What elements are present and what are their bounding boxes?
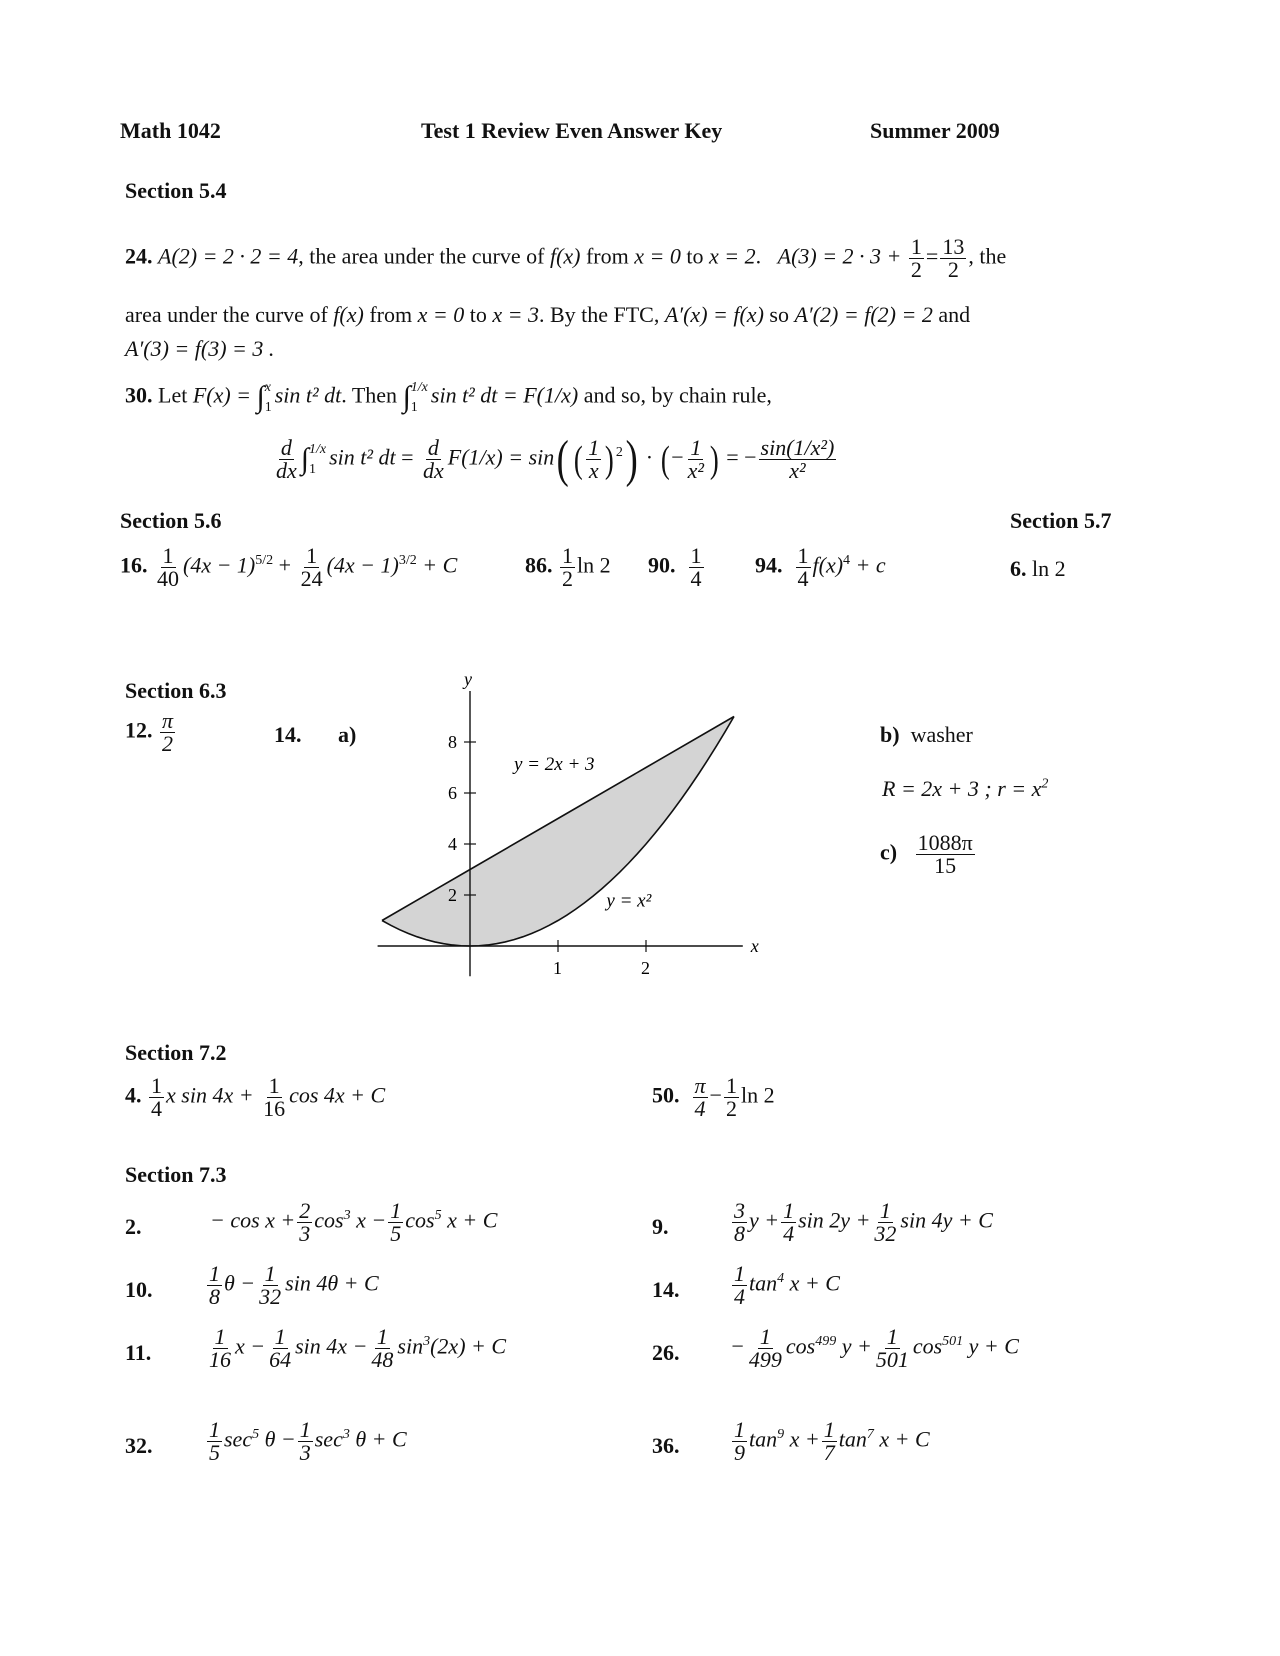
- problem-number: 9.: [652, 1214, 669, 1239]
- math: + C: [416, 552, 458, 578]
- denominator: 3: [299, 1440, 311, 1465]
- denominator: 4: [734, 1284, 745, 1309]
- math: sin t² dt: [430, 382, 498, 408]
- denominator: 8: [734, 1221, 745, 1246]
- math: R = 2x + 3 ; r = x: [882, 776, 1042, 801]
- problem-30-equation: $\frac{d}{dx}$ ∫ 1/x 1 sin t² dt = $\frac{d}{dx}$ F(1/x) = sin( ( $\frac{1}{x}$ ) $^2$) · (− $\frac{1}{\text{x²}}$ ) = − $\frac{\text{sin(1/x²)}}{\text{x²}}$: [276, 431, 835, 488]
- numerator: d: [280, 435, 292, 460]
- math: cos: [314, 1207, 344, 1233]
- problem-number: 14.: [652, 1277, 680, 1302]
- answer: washer: [910, 722, 973, 747]
- problem-number: 10.: [125, 1277, 153, 1302]
- numerator: 1: [759, 1324, 771, 1349]
- fraction: [874, 1326, 911, 1371]
- denominator: 3: [299, 1221, 311, 1246]
- problem-7-3-9: [730, 1200, 993, 1245]
- fraction: [261, 1075, 287, 1120]
- math: y +: [836, 1333, 872, 1359]
- fraction: [257, 1263, 283, 1308]
- problem-7-3-10: [205, 1263, 379, 1308]
- numerator: 1: [274, 1324, 286, 1349]
- y-tick-label: 8: [448, 732, 457, 752]
- curve-label: y = x²: [606, 890, 652, 912]
- text: . Then: [341, 382, 403, 408]
- integral-limits: [309, 440, 326, 479]
- fraction: [267, 1326, 293, 1371]
- math: A(3) = 2 · 3 +: [777, 243, 902, 269]
- denominator: 4: [690, 566, 702, 591]
- numerator: 1: [214, 1324, 226, 1349]
- region-graph: [380, 669, 810, 1030]
- math: (4x − 1): [183, 552, 256, 578]
- upper-limit: 1/x: [308, 441, 327, 457]
- denominator: 16: [263, 1096, 286, 1121]
- text: to: [464, 302, 493, 327]
- x-axis-label: x: [750, 936, 759, 956]
- math: sin 4y + C: [900, 1207, 993, 1233]
- numerator: 1: [562, 543, 573, 568]
- exponent: 7: [866, 1427, 874, 1443]
- fraction: [693, 1075, 708, 1120]
- problem-number: 36.: [652, 1433, 680, 1458]
- denominator: 48: [371, 1347, 394, 1372]
- math: sin t² dt: [274, 382, 342, 408]
- math: (4x − 1): [326, 552, 399, 578]
- math: sin 4x −: [295, 1333, 368, 1359]
- math: x = 2: [709, 243, 756, 269]
- exponent: 2: [615, 445, 623, 461]
- problem-16: [120, 545, 457, 590]
- text: , the area under the curve of: [298, 243, 550, 269]
- term: Summer 2009: [870, 118, 1000, 143]
- y-axis-label: y: [464, 669, 472, 689]
- exponent: 5: [434, 1208, 442, 1224]
- math: x + C: [784, 1270, 840, 1296]
- math: x −: [235, 1333, 266, 1359]
- math: sin 2y +: [798, 1207, 871, 1233]
- denominator: 499: [748, 1347, 782, 1372]
- exponent: 3: [342, 1427, 350, 1443]
- math: + c: [850, 552, 886, 578]
- numerator: 1: [151, 1073, 162, 1098]
- integral-limits: [411, 378, 428, 417]
- text: . By the FTC,: [538, 302, 665, 327]
- course-title: Math 1042: [120, 118, 221, 143]
- problem-number: 16.: [120, 552, 148, 578]
- text: and: [932, 302, 971, 327]
- exponent: 5: [252, 1427, 260, 1443]
- problem-number: 94.: [755, 552, 783, 578]
- denominator: 5: [390, 1221, 402, 1246]
- denominator: x: [588, 458, 599, 483]
- text: from: [363, 302, 418, 327]
- derivative-operator: [421, 437, 446, 482]
- shaded-region: [382, 717, 734, 947]
- fraction: [586, 437, 601, 482]
- part-c: [880, 832, 977, 877]
- x-tick-label: 1: [553, 958, 562, 978]
- numerator: 2: [299, 1198, 311, 1223]
- section-6-3-heading: Section 6.3: [125, 678, 227, 703]
- paren: ): [709, 438, 719, 481]
- y-tick-label: 4: [448, 834, 457, 854]
- math: A′(2) = f(2) = 2: [794, 302, 933, 327]
- fraction: [298, 1419, 313, 1464]
- paren: (: [573, 438, 583, 481]
- denominator: 64: [269, 1347, 292, 1372]
- math: ln 2: [740, 1082, 775, 1108]
- integral-sign: ∫: [300, 442, 309, 476]
- math: x sin 4x +: [166, 1082, 254, 1108]
- exponent: 3/2: [398, 553, 417, 569]
- math: sec: [224, 1426, 253, 1452]
- denominator: 2: [725, 1096, 737, 1121]
- problem-number: 12.: [125, 717, 153, 743]
- problem-7-3-26: [730, 1326, 1019, 1371]
- text: , the: [968, 243, 1007, 269]
- math: ln 2: [577, 552, 611, 578]
- text: Let: [158, 382, 193, 408]
- denominator: 16: [209, 1347, 231, 1372]
- problem-7-2-4: [125, 1075, 385, 1120]
- math: A′(x) = f(x): [664, 302, 764, 327]
- math: x = 0: [417, 302, 465, 327]
- math: F(x) =: [192, 382, 252, 408]
- math: cos: [912, 1333, 943, 1359]
- numerator: 1: [268, 1073, 280, 1098]
- numerator: 1: [299, 1417, 311, 1442]
- denominator: 4: [797, 566, 809, 591]
- problem-number: 11.: [125, 1340, 152, 1365]
- denominator: x²: [687, 458, 705, 483]
- numerator: 1: [734, 1261, 745, 1286]
- math: sin: [397, 1333, 424, 1359]
- math: x = 0: [634, 243, 681, 269]
- problem-number: 50.: [652, 1082, 680, 1108]
- paren: (: [556, 431, 570, 488]
- problem-30-line1: [125, 378, 772, 417]
- fraction: [872, 1200, 898, 1245]
- math: θ −: [259, 1426, 296, 1452]
- numerator: 1: [725, 1073, 737, 1098]
- section-7-2-heading: Section 7.2: [125, 1040, 227, 1065]
- text: .: [755, 243, 762, 269]
- document-title: Test 1 Review Even Answer Key: [421, 118, 723, 143]
- fraction: [759, 437, 837, 482]
- denominator: 2: [947, 257, 959, 282]
- y-tick-label: 2: [448, 885, 457, 905]
- denominator: 5: [209, 1440, 220, 1465]
- upper-limit: 1/x: [410, 380, 428, 395]
- section-5-4-heading: Section 5.4: [125, 178, 227, 203]
- math: f(x): [812, 552, 844, 578]
- numerator: π: [162, 708, 174, 733]
- exponent: 3: [343, 1208, 351, 1224]
- numerator: 1: [162, 543, 174, 568]
- fraction: [796, 545, 811, 590]
- denominator: 2: [562, 566, 573, 591]
- fraction: [724, 1075, 739, 1120]
- math: tan: [749, 1426, 778, 1452]
- math: θ + C: [349, 1426, 407, 1452]
- math: x + C: [873, 1426, 930, 1452]
- numerator: 1: [886, 1324, 898, 1349]
- numerator: 1: [910, 234, 922, 259]
- numerator: 1: [690, 435, 702, 460]
- exponent: 9: [777, 1427, 785, 1443]
- fraction: [732, 1200, 747, 1245]
- problem-7-3-11: [205, 1326, 506, 1371]
- fraction: [160, 710, 175, 755]
- math: sin 4θ + C: [285, 1270, 379, 1296]
- problem-24-line1: [125, 236, 1006, 281]
- problem-number: 24.: [125, 243, 153, 269]
- problem-86: [525, 545, 611, 590]
- denominator: 8: [209, 1284, 220, 1309]
- denominator: 2: [910, 257, 922, 282]
- fraction: [940, 236, 966, 281]
- problem-number: 26.: [652, 1340, 680, 1365]
- denominator: 4: [783, 1221, 795, 1246]
- fraction: [781, 1200, 796, 1245]
- problem-7-2-50: [652, 1075, 775, 1120]
- fraction: [297, 1200, 312, 1245]
- numerator: 1: [306, 543, 318, 568]
- text: = −: [726, 444, 757, 470]
- exponent: 2: [1041, 776, 1049, 792]
- numerator: π: [694, 1073, 706, 1098]
- fraction: [732, 1263, 747, 1308]
- fraction: [909, 236, 924, 281]
- numerator: 1: [734, 1417, 745, 1442]
- math: cos: [785, 1333, 816, 1359]
- math: tan: [838, 1426, 867, 1452]
- fraction: [686, 437, 706, 482]
- fraction: [689, 545, 704, 590]
- problem-number: 2.: [125, 1214, 142, 1239]
- numerator: 1: [209, 1417, 220, 1442]
- radii: [882, 776, 1048, 802]
- math: ln 2: [1032, 556, 1066, 581]
- math: cos: [405, 1207, 435, 1233]
- math: x −: [350, 1207, 387, 1233]
- denominator: x²: [789, 458, 806, 483]
- math: y + C: [963, 1333, 1019, 1359]
- numerator: 1: [690, 543, 702, 568]
- problem-number: 32.: [125, 1433, 153, 1458]
- part-label: b): [880, 722, 900, 747]
- exponent: 3: [423, 1334, 431, 1350]
- section-5-7-heading: Section 5.7: [1010, 508, 1112, 533]
- fraction: [916, 832, 975, 877]
- text: −: [671, 444, 684, 470]
- problem-90: [648, 545, 706, 590]
- math: A(2) = 2 · 2 = 4: [158, 243, 299, 269]
- denominator: 32: [874, 1221, 897, 1246]
- exponent: 4: [777, 1271, 785, 1287]
- problem-24-line3: A′(3) = f(3) = 3 .: [125, 336, 275, 361]
- text: from: [580, 243, 635, 269]
- paren: ): [625, 431, 638, 488]
- integral-sign: ∫: [256, 380, 265, 414]
- numerator: 1: [390, 1198, 402, 1223]
- lower-limit: 1: [308, 461, 316, 477]
- fraction: [822, 1419, 837, 1464]
- section-7-3-heading: Section 7.3: [125, 1162, 227, 1187]
- exponent: 501: [942, 1334, 964, 1350]
- text: and so, by chain rule,: [578, 382, 772, 408]
- math: cos 4x + C: [289, 1082, 386, 1108]
- problem-12: [125, 710, 177, 755]
- denominator: 7: [823, 1440, 835, 1465]
- fraction: [207, 1263, 222, 1308]
- text: so: [763, 302, 795, 327]
- problem-7-3-2: [210, 1200, 497, 1245]
- fraction: [149, 1075, 164, 1120]
- fraction: [207, 1419, 222, 1464]
- math: x = 3: [492, 302, 539, 327]
- math: F(1/x) = sin: [447, 444, 555, 470]
- lower-limit: 1: [410, 399, 418, 415]
- y-tick-label: 6: [448, 783, 457, 803]
- exponent: 499: [815, 1334, 837, 1350]
- denominator: 2: [162, 731, 174, 756]
- denominator: 15: [934, 853, 957, 878]
- problem-7-3-32: [205, 1419, 407, 1464]
- math: y +: [749, 1207, 780, 1233]
- fraction: [747, 1326, 784, 1371]
- problem-number: 30.: [125, 382, 153, 408]
- denominator: 9: [734, 1440, 745, 1465]
- numerator: 1: [588, 435, 600, 460]
- numerator: 1: [376, 1324, 388, 1349]
- problem-number: 86.: [525, 552, 553, 578]
- numerator: 1088π: [917, 830, 973, 855]
- denominator: 4: [694, 1096, 706, 1121]
- fraction: [207, 1326, 233, 1371]
- fraction: [369, 1326, 395, 1371]
- problem-24-line2: [125, 302, 970, 328]
- fraction: [388, 1200, 403, 1245]
- part-b: [880, 722, 973, 748]
- fraction: [155, 545, 181, 590]
- upper-limit: x: [264, 380, 271, 395]
- numerator: 3: [734, 1198, 745, 1223]
- problem-7-3-36: [730, 1419, 930, 1464]
- numerator: 1: [209, 1261, 220, 1286]
- integral-limits: [265, 378, 272, 417]
- problem-number: 6.: [1010, 556, 1027, 581]
- denominator: 501: [875, 1347, 909, 1372]
- problem-5-7-6: [1010, 556, 1066, 582]
- denominator: 24: [300, 566, 323, 591]
- numerator: 1: [783, 1198, 795, 1223]
- exponent: 5/2: [255, 553, 274, 569]
- denominator: dx: [423, 458, 444, 483]
- text: +: [273, 552, 292, 578]
- math: f(x): [333, 302, 364, 327]
- part-label: c): [880, 839, 898, 865]
- denominator: dx: [276, 458, 297, 483]
- numerator: 13: [942, 234, 965, 259]
- denominator: 32: [259, 1284, 282, 1309]
- numerator: d: [427, 435, 439, 460]
- derivative-operator: [274, 437, 299, 482]
- math: −: [730, 1333, 745, 1359]
- text: area under the curve of: [125, 302, 334, 327]
- problem-14-number: 14.: [274, 722, 302, 747]
- math: f(x): [549, 243, 581, 269]
- math: sec: [314, 1426, 343, 1452]
- math: sin t² dt: [329, 444, 396, 470]
- problem-number: 90.: [648, 552, 676, 578]
- numerator: 1: [823, 1417, 835, 1442]
- line-label: y = 2x + 3: [514, 754, 595, 776]
- math: x + C: [441, 1207, 498, 1233]
- denominator: 40: [157, 566, 179, 591]
- numerator: 1: [797, 543, 809, 568]
- numerator: sin(1/x²): [760, 435, 835, 460]
- fraction: [732, 1419, 747, 1464]
- part-a-label: a): [338, 722, 357, 747]
- fraction: [560, 545, 575, 590]
- section-5-6-heading: Section 5.6: [120, 508, 222, 533]
- math: x +: [784, 1426, 820, 1452]
- math: −: [709, 1082, 722, 1108]
- exponent: 4: [843, 553, 851, 569]
- numerator: 1: [879, 1198, 891, 1223]
- lower-limit: 1: [264, 399, 272, 415]
- math: θ −: [224, 1270, 256, 1296]
- fraction: [299, 545, 325, 590]
- math: − cos x +: [210, 1207, 296, 1233]
- denominator: 4: [151, 1096, 162, 1121]
- paren: (: [660, 438, 670, 481]
- text: =: [925, 243, 939, 269]
- integral-sign: ∫: [402, 380, 411, 414]
- problem-7-3-14: [730, 1263, 840, 1308]
- x-tick-label: 2: [641, 958, 650, 978]
- paren: ): [605, 438, 615, 481]
- math: (2x) + C: [430, 1333, 507, 1359]
- text: to: [680, 243, 709, 269]
- problem-94: [755, 545, 886, 590]
- math: tan: [749, 1270, 778, 1296]
- problem-number: 4.: [125, 1082, 142, 1108]
- numerator: 1: [264, 1261, 276, 1286]
- math: = F(1/x): [502, 382, 579, 408]
